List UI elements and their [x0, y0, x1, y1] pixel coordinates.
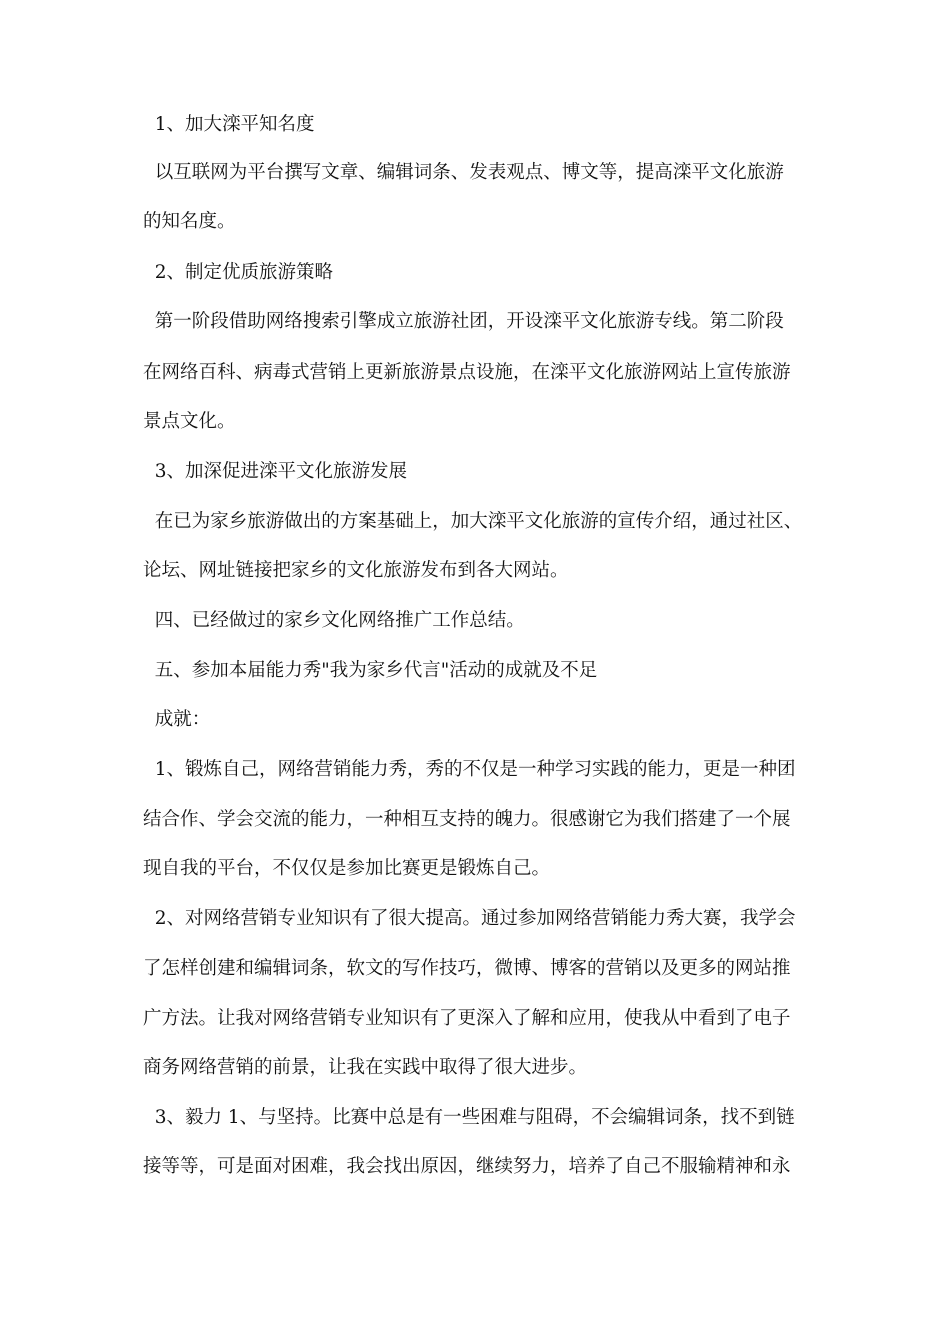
- line-paragraph-3b: 论坛、网址链接把家乡的文化旅游发布到各大网站。: [143, 560, 569, 581]
- line-achievement-1a: 1、锻炼自己，网络营销能力秀，秀的不仅是一种学习实践的能力，更是一种团: [143, 759, 796, 780]
- line-achievement-3b: 接等等，可是面对困难，我会找出原因，继续努力，培养了自己不服输精神和永: [143, 1156, 791, 1177]
- line-heading-2: 2、制定优质旅游策略: [143, 262, 334, 283]
- line-paragraph-2b: 在网络百科、病毒式营销上更新旅游景点设施，在滦平文化旅游网站上宣传旅游: [143, 362, 791, 383]
- line-achievements-label: 成就：: [143, 709, 211, 730]
- line-heading-3: 3、加深促进滦平文化旅游发展: [143, 461, 408, 482]
- line-achievement-2c: 广方法。让我对网络营销专业知识有了更深入了解和应用，使我从中看到了电子: [143, 1008, 791, 1029]
- line-paragraph-2c: 景点文化。: [143, 411, 236, 432]
- line-section-4: 四、已经做过的家乡文化网络推广工作总结。: [143, 610, 525, 631]
- line-achievement-1b: 结合作、学会交流的能力，一种相互支持的魄力。很感谢它为我们搭建了一个展: [143, 809, 791, 830]
- line-achievement-1c: 现自我的平台，不仅仅是参加比赛更是锻炼自己。: [143, 858, 551, 879]
- line-achievement-2b: 了怎样创建和编辑词条，软文的写作技巧，微博、博客的营销以及更多的网站推: [143, 958, 791, 979]
- line-achievement-3a: 3、毅力 1、与坚持。比赛中总是有一些困难与阻碍，不会编辑词条，找不到链: [143, 1107, 795, 1128]
- line-paragraph-3a: 在已为家乡旅游做出的方案基础上，加大滦平文化旅游的宣传介绍，通过社区、: [143, 511, 803, 532]
- line-section-5: 五、参加本届能力秀"我为家乡代言"活动的成就及不足: [143, 660, 598, 681]
- line-achievement-2d: 商务网络营销的前景，让我在实践中取得了很大进步。: [143, 1057, 588, 1078]
- line-paragraph-2a: 第一阶段借助网络搜索引擎成立旅游社团，开设滦平文化旅游专线。第二阶段: [143, 311, 784, 332]
- line-heading-1: 1、加大滦平知名度: [143, 114, 315, 135]
- line-paragraph-1a: 以互联网为平台撰写文章、编辑词条、发表观点、博文等，提高滦平文化旅游: [143, 162, 784, 183]
- line-paragraph-1b: 的知名度。: [143, 211, 236, 232]
- line-achievement-2a: 2、对网络营销专业知识有了很大提高。通过参加网络营销能力秀大赛，我学会: [143, 908, 796, 929]
